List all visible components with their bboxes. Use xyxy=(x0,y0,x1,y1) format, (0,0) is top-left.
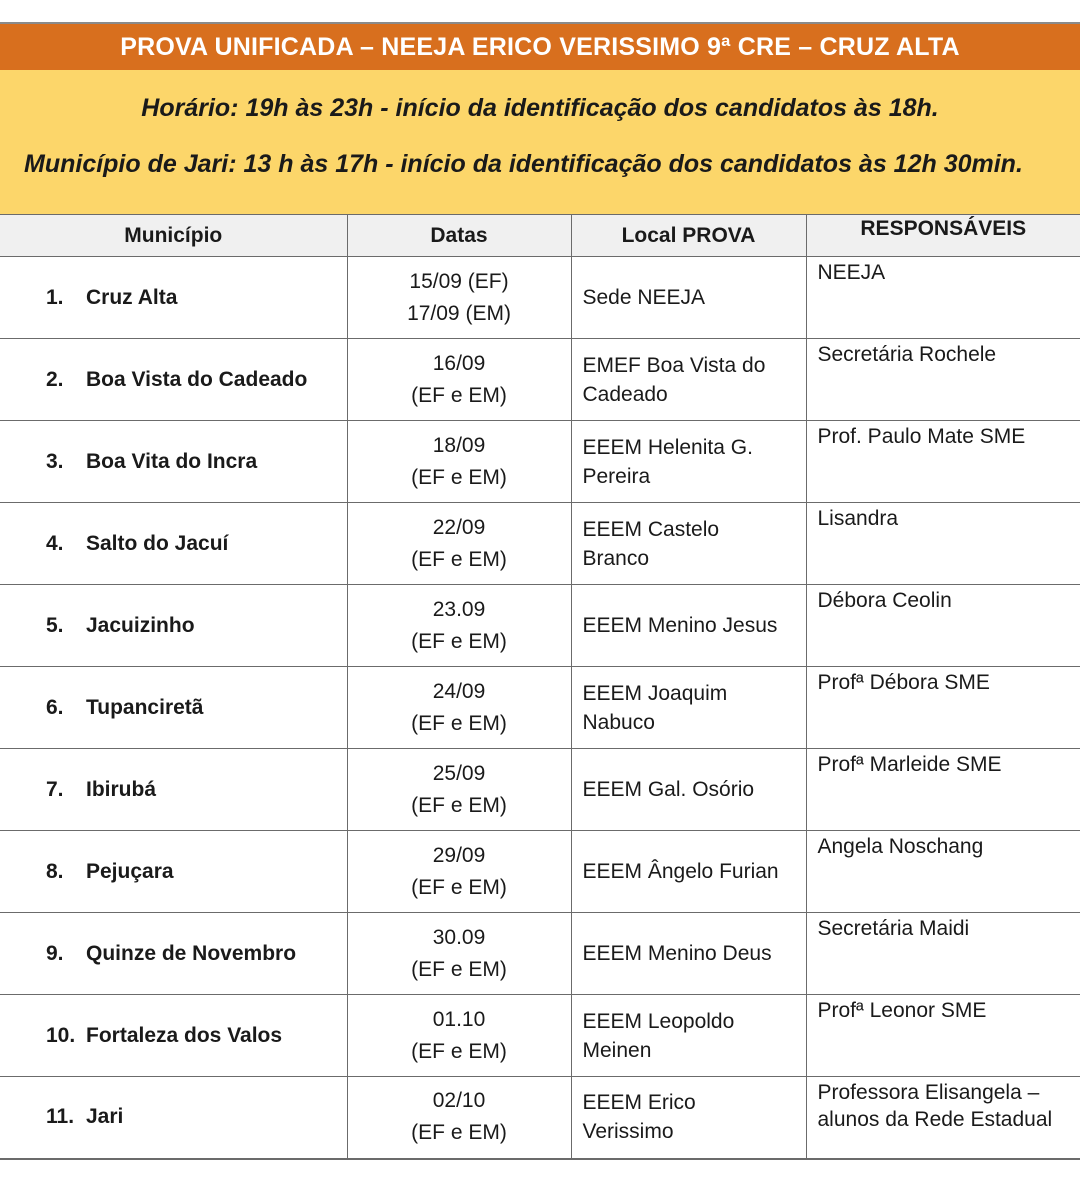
cell-municipio xyxy=(0,339,347,421)
cell-responsaveis xyxy=(806,831,1080,913)
resp-line-1: Profª Marleide SME xyxy=(817,753,1002,776)
date-line-2: (EF e EM) xyxy=(411,383,507,407)
resp-line-1: Profª Leonor SME xyxy=(817,999,987,1022)
date-line-2: (EF e EM) xyxy=(411,465,507,489)
cell-datas xyxy=(347,421,571,503)
row-number: 10. xyxy=(46,1023,76,1047)
cell-datas xyxy=(347,339,571,421)
resp-line-1: Prof. Paulo Mate SME xyxy=(817,425,1026,448)
cell-responsaveis xyxy=(806,585,1080,667)
cell-responsaveis xyxy=(806,667,1080,749)
cell-municipio xyxy=(0,831,347,913)
date-line-1: 29/09 xyxy=(432,843,486,867)
header-datas: Datas xyxy=(347,215,571,257)
resp-line-1: Secretária Maidi xyxy=(817,917,970,940)
banner-title: PROVA UNIFICADA – NEEJA ERICO VERISSIMO 9ª CRE – CRUZ ALTA xyxy=(120,32,960,61)
cell-responsaveis xyxy=(806,995,1080,1077)
date-line-2: (EF e EM) xyxy=(411,1121,507,1145)
resp-line-2: alunos da Rede Estadual xyxy=(817,1108,1053,1131)
cell-municipio xyxy=(0,257,347,339)
municipio-name: Boa Vista do Cadeado xyxy=(86,367,308,391)
table-header-row xyxy=(0,215,1080,257)
local-line-2: Nabuco xyxy=(582,710,655,734)
cell-municipio xyxy=(0,503,347,585)
cell-responsaveis xyxy=(806,749,1080,831)
resp-line-1: Professora Elisangela – xyxy=(817,1081,1040,1104)
row-number: 9. xyxy=(46,941,64,965)
cell-local xyxy=(571,995,806,1077)
cell-datas xyxy=(347,995,571,1077)
header-local: Local PROVA xyxy=(571,215,806,257)
document-banner xyxy=(0,22,1080,70)
cell-responsaveis xyxy=(806,503,1080,585)
resp-line-1: Angela Noschang xyxy=(817,835,984,858)
date-line-2: (EF e EM) xyxy=(411,629,507,653)
date-line-1: 24/09 xyxy=(432,679,486,703)
local-line-1: EMEF Boa Vista do xyxy=(582,353,766,377)
date-line-1: 02/10 xyxy=(432,1089,486,1113)
cell-responsaveis xyxy=(806,421,1080,503)
local-line-1: EEEM Joaquim xyxy=(582,681,728,705)
local-line-1: EEEM Erico xyxy=(582,1091,696,1115)
table-row xyxy=(0,667,1080,749)
resp-line-1: Profª Débora SME xyxy=(817,671,990,694)
cell-local xyxy=(571,831,806,913)
cell-datas xyxy=(347,503,571,585)
date-line-2: (EF e EM) xyxy=(411,1039,507,1063)
date-line-2: (EF e EM) xyxy=(411,875,507,899)
schedule-info-box xyxy=(0,70,1080,214)
date-line-2: (EF e EM) xyxy=(411,957,507,981)
date-line-1: 30.09 xyxy=(432,925,486,949)
jari-hours-line: Município de Jari: 13 h às 17h - início da identificação dos candidatos às 12h 30min. xyxy=(24,150,1023,178)
header-municipio: Município xyxy=(0,215,347,257)
row-number: 1. xyxy=(46,285,64,309)
cell-municipio xyxy=(0,749,347,831)
date-line-1: 25/09 xyxy=(432,761,486,785)
local-line-1: EEEM Helenita G. xyxy=(582,435,753,459)
municipio-name: Jacuizinho xyxy=(86,613,195,637)
cell-municipio xyxy=(0,421,347,503)
table-row xyxy=(0,503,1080,585)
local-line-1: Sede NEEJA xyxy=(582,286,706,309)
date-line-2: 17/09 (EM) xyxy=(407,301,511,325)
row-number: 7. xyxy=(46,777,64,801)
cell-municipio xyxy=(0,913,347,995)
cell-municipio xyxy=(0,667,347,749)
cell-datas xyxy=(347,913,571,995)
row-number: 2. xyxy=(46,367,64,391)
cell-local xyxy=(571,1077,806,1159)
resp-line-1: Secretária Rochele xyxy=(817,343,997,366)
cell-responsaveis xyxy=(806,913,1080,995)
local-line-1: EEEM Ângelo Furian xyxy=(582,860,779,883)
local-line-2: Verissimo xyxy=(582,1120,674,1144)
cell-local xyxy=(571,585,806,667)
local-line-2: Pereira xyxy=(582,464,651,488)
local-line-1: EEEM Menino Jesus xyxy=(582,614,778,637)
local-line-1: EEEM Gal. Osório xyxy=(582,778,755,801)
municipio-name: Quinze de Novembro xyxy=(86,941,297,965)
municipio-name: Boa Vita do Incra xyxy=(86,449,258,473)
date-line-1: 01.10 xyxy=(432,1007,486,1031)
local-line-1: EEEM Leopoldo xyxy=(582,1009,735,1033)
municipio-name: Fortaleza dos Valos xyxy=(86,1023,283,1047)
cell-municipio xyxy=(0,995,347,1077)
cell-municipio xyxy=(0,1077,347,1159)
exam-schedule-table xyxy=(0,214,1080,1160)
municipio-name: Pejuçara xyxy=(86,859,174,883)
cell-datas xyxy=(347,667,571,749)
date-line-1: 22/09 xyxy=(432,515,486,539)
local-line-2: Meinen xyxy=(582,1038,652,1062)
cell-responsaveis xyxy=(806,1077,1080,1159)
date-line-1: 18/09 xyxy=(432,433,486,457)
date-line-1: 23.09 xyxy=(432,597,486,621)
row-number: 3. xyxy=(46,449,64,473)
table-row xyxy=(0,1077,1080,1159)
date-line-2: (EF e EM) xyxy=(411,711,507,735)
local-line-1: EEEM Castelo xyxy=(582,517,720,541)
row-number: 11. xyxy=(46,1105,75,1129)
cell-datas xyxy=(347,831,571,913)
cell-local xyxy=(571,749,806,831)
municipio-name: Salto do Jacuí xyxy=(86,531,229,555)
table-row xyxy=(0,421,1080,503)
date-line-2: (EF e EM) xyxy=(411,547,507,571)
cell-datas xyxy=(347,1077,571,1159)
schedule-hours-line: Horário: 19h às 23h - início da identificação dos candidatos às 18h. xyxy=(141,94,939,122)
cell-local xyxy=(571,667,806,749)
row-number: 8. xyxy=(46,859,64,883)
municipio-name: Cruz Alta xyxy=(86,285,178,309)
cell-local xyxy=(571,339,806,421)
table-row xyxy=(0,831,1080,913)
cell-local xyxy=(571,421,806,503)
local-line-1: EEEM Menino Deus xyxy=(582,942,772,965)
row-number: 4. xyxy=(46,531,64,555)
row-number: 5. xyxy=(46,613,64,637)
municipio-name: Jari xyxy=(86,1105,124,1129)
table-row xyxy=(0,995,1080,1077)
cell-datas xyxy=(347,585,571,667)
cell-responsaveis xyxy=(806,257,1080,339)
date-line-1: 16/09 xyxy=(432,351,486,375)
resp-line-1: NEEJA xyxy=(817,261,886,284)
resp-line-1: Lisandra xyxy=(817,507,899,530)
table-row xyxy=(0,257,1080,339)
resp-line-1: Débora Ceolin xyxy=(817,589,952,612)
municipio-name: Tupanciretã xyxy=(86,695,204,719)
header-responsaveis: RESPONSÁVEIS xyxy=(806,215,1080,257)
cell-datas xyxy=(347,749,571,831)
local-line-2: Branco xyxy=(582,546,650,570)
table-row xyxy=(0,339,1080,421)
table-row xyxy=(0,585,1080,667)
cell-responsaveis xyxy=(806,339,1080,421)
table-row xyxy=(0,749,1080,831)
date-line-1: 15/09 (EF) xyxy=(409,269,509,293)
cell-local xyxy=(571,257,806,339)
cell-municipio xyxy=(0,585,347,667)
date-line-2: (EF e EM) xyxy=(411,793,507,817)
cell-datas xyxy=(347,257,571,339)
local-line-2: Cadeado xyxy=(582,382,668,406)
table-row xyxy=(0,913,1080,995)
cell-local xyxy=(571,503,806,585)
cell-local xyxy=(571,913,806,995)
row-number: 6. xyxy=(46,695,64,719)
municipio-name: Ibirubá xyxy=(86,777,157,801)
